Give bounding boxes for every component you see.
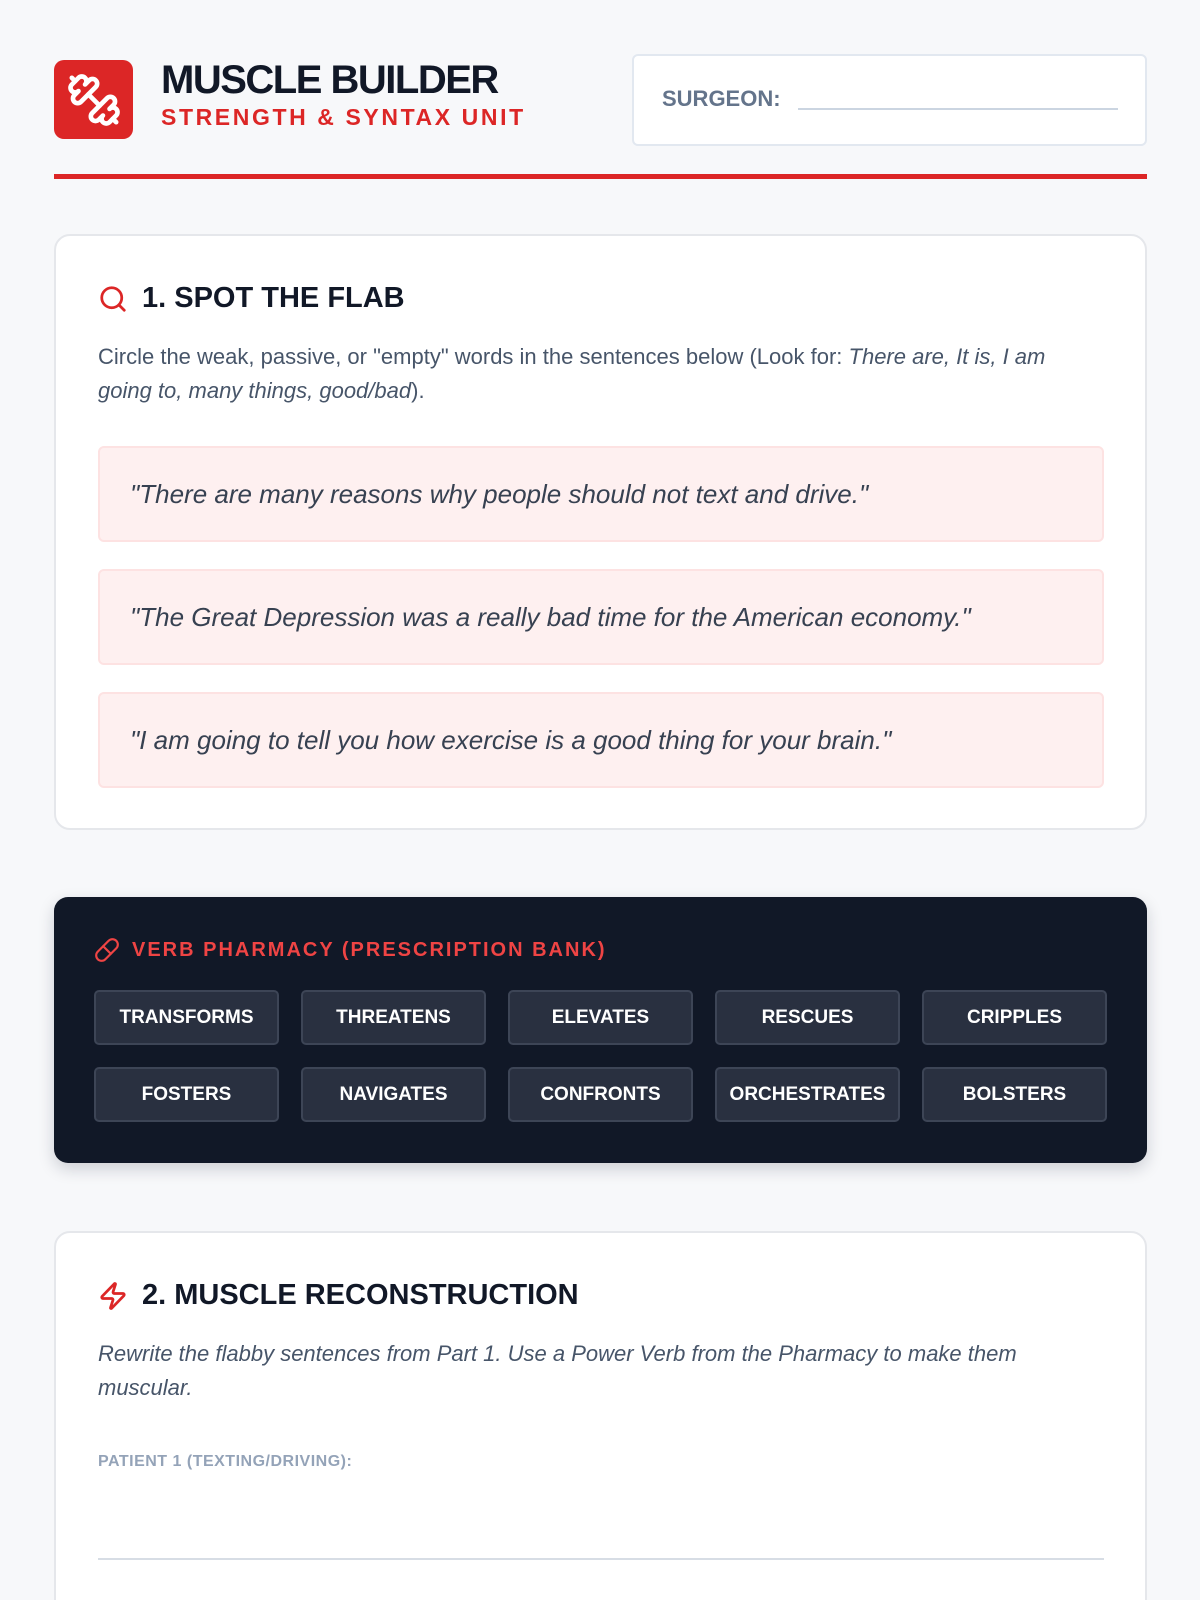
spot-the-flab-section [54,234,1147,830]
surgeon-name-line[interactable] [798,108,1118,110]
verb-chip[interactable]: ELEVATES [508,990,693,1045]
verb-chip[interactable]: ORCHESTRATES [715,1067,900,1122]
instructions-examples: There are, It is, I am going to, many things, good/bad [98,344,1046,403]
dumbbell-icon [66,72,122,128]
instructions-lead: Circle the weak, passive, or "empty" words in the sentences below (Look for: [98,344,849,369]
verb-pharmacy [54,897,1147,1163]
instructions-tail: ). [411,378,425,403]
pharmacy-title: VERB PHARMACY (PRESCRIPTION BANK) [132,938,607,961]
section-title: 1. SPOT THE FLAB [142,282,405,314]
lightning-icon [98,1281,128,1311]
verb-chip[interactable]: BOLSTERS [922,1067,1107,1122]
patient-1-label: PATIENT 1 (TEXTING/DRIVING): [98,1453,353,1470]
verb-chip[interactable]: TRANSFORMS [94,990,279,1045]
page-title: MUSCLE BUILDER [161,58,498,102]
pill-icon [94,937,120,963]
logo [54,60,133,139]
patient-1-answer-line[interactable] [98,1558,1104,1560]
search-icon [98,284,128,314]
verb-chip[interactable]: NAVIGATES [301,1067,486,1122]
surgeon-name-field[interactable] [632,54,1147,146]
verb-chip[interactable]: CONFRONTS [508,1067,693,1122]
pharmacy-heading [94,937,607,963]
section-heading [98,1279,579,1312]
section-instructions: Rewrite the flabby sentences from Part 1. Use a Power Verb from the Pharmacy to make them muscular. [98,1341,1017,1400]
flabby-sentence[interactable]: "The Great Depression was a really bad time for the American economy." [98,569,1104,665]
flabby-sentence[interactable]: "I am going to tell you how exercise is a good thing for your brain." [98,692,1104,788]
header-divider [54,174,1147,179]
verb-chip[interactable]: RESCUES [715,990,900,1045]
section-heading [98,282,405,315]
flabby-sentence[interactable]: "There are many reasons why people should not text and drive." [98,446,1104,542]
verb-chip[interactable]: FOSTERS [94,1067,279,1122]
muscle-reconstruction-section [54,1231,1147,1600]
surgeon-label: SURGEON: [662,86,781,111]
worksheet-header [54,54,1147,146]
section-instructions [98,340,1098,408]
verb-chip[interactable]: CRIPPLES [922,990,1107,1045]
page-subtitle: STRENGTH & SYNTAX UNIT [161,104,526,130]
verb-chip[interactable]: THREATENS [301,990,486,1045]
section-title: 2. MUSCLE RECONSTRUCTION [142,1279,579,1311]
